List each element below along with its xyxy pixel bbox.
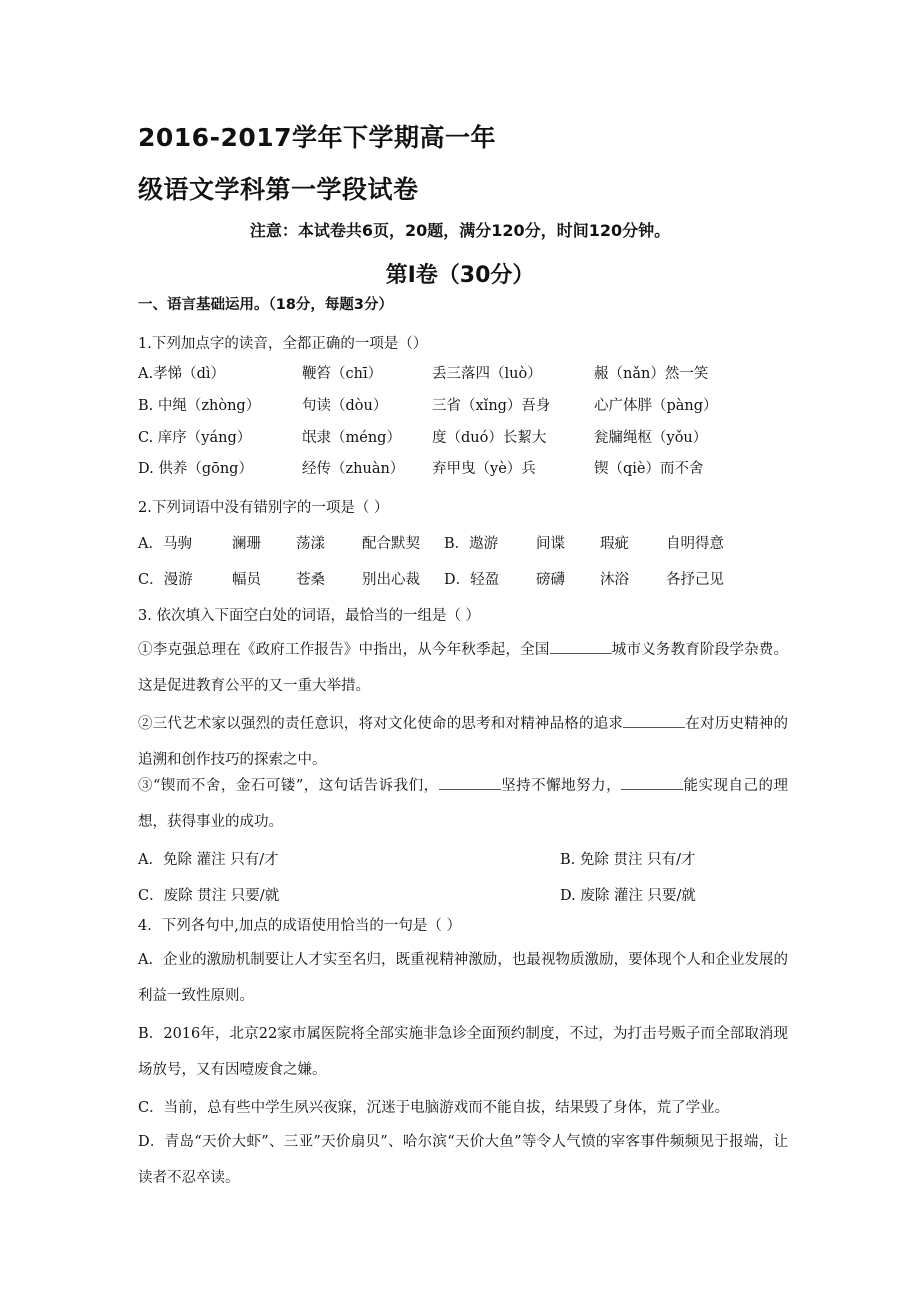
q1-choice: 氓隶（méng）: [302, 430, 401, 446]
q1-choice: 心广体胖（pàng）: [594, 398, 718, 414]
q2-word: 瑕疵: [600, 536, 629, 552]
exam-title-line1: 2016-2017学年下学期高一年: [138, 123, 497, 152]
q1-choice: A.孝悌（dì）: [138, 366, 225, 382]
q2-word: 磅礴: [536, 572, 565, 588]
q2-word: 幅员: [232, 572, 261, 588]
question-1-row: [138, 426, 788, 448]
question-2-stem: 2.下列词语中没有错别字的一项是（ ）: [138, 500, 389, 516]
q3-option: D. 废除 灌注 只要/就: [560, 888, 696, 904]
q4-option-d: D．青岛“天价大虾”、三亚”天价扇贝”、哈尔滨“天价大鱼”等令人气愤的宰客事件频频见于报端，让读者不忍卒读。: [138, 1134, 788, 1186]
question-1-row: [138, 457, 788, 479]
q1-choice: 度（duó）长絜大: [432, 430, 547, 446]
question-4-stem: 4．下列各句中,加点的成语使用恰当的一句是（ ）: [138, 918, 461, 934]
q2-word: 各抒己见: [666, 572, 724, 588]
q4-option-b: B．2016年，北京22家市属医院将全部实施非急诊全面预约制度，不过，为打击号贩子而全部取消现场放号，又有因噎废食之嫌。: [138, 1026, 788, 1078]
fill-blank: [621, 777, 683, 790]
question-1-stem: 1.下列加点字的读音，全都正确的一项是（）: [138, 336, 428, 352]
q2-word: 澜珊: [232, 536, 261, 552]
exam-notice: 注意：本试卷共6页，20题，满分120分，时间120分钟。: [249, 221, 671, 240]
q4-option-a: A．企业的激励机制要让人才实至名归，既重视精神激励，也最视物质激励，要体现个人和企业发展的利益一致性原则。: [138, 952, 788, 1004]
q1-choice: 三省（xǐng）吾身: [432, 398, 551, 414]
q2-word: B．遨游: [444, 536, 499, 552]
q3-text: ③“锲而不舍，金石可镂”，这句话告诉我们，: [138, 778, 439, 794]
exam-title-line2: 级语文学科第一学段试卷: [138, 175, 419, 204]
q1-choice: 弃甲曳（yè）兵: [432, 461, 536, 477]
q2-word: D．轻盈: [444, 572, 500, 588]
q3-option: B. 免除 贯注 只有/才: [560, 852, 696, 868]
q1-choice: 经传（zhuàn）: [302, 461, 405, 477]
q1-choice: 锲（qiè）而不舍: [594, 461, 704, 477]
q2-word: 自明得意: [666, 536, 724, 552]
question-1-row: [138, 362, 788, 384]
q1-choice: 瓮牖绳枢（yǒu）: [594, 430, 708, 446]
q3-text: ②三代艺术家以强烈的责任意识，将对文化使命的思考和对精神品格的追求: [138, 716, 624, 732]
q2-word: A．马驹: [138, 536, 192, 552]
question-3-stem: 3. 依次填入下面空白处的词语，最恰当的一组是（ ）: [138, 608, 481, 624]
q2-word: 别出心裁: [362, 572, 420, 588]
q3-text: 在对历史精神的追溯和创作技巧的探索之中。: [138, 716, 789, 768]
question-3-sentence-1: [138, 632, 788, 704]
question-2-row: [138, 532, 788, 554]
q1-choice: 鞭笞（chī）: [302, 366, 383, 382]
question-1-row: [138, 394, 788, 416]
q1-choice: 句读（dòu）: [302, 398, 388, 414]
q2-word: 间谍: [536, 536, 565, 552]
q2-word: 沐浴: [600, 572, 629, 588]
fill-blank: [439, 777, 501, 790]
question-3-sentence-3: [138, 768, 788, 840]
q1-choice: B. 中绳（zhòng）: [138, 398, 261, 414]
q1-choice: D. 供养（gōng）: [138, 461, 253, 477]
q1-choice: C. 庠序（yáng）: [138, 430, 252, 446]
question-2-row: [138, 568, 788, 590]
q3-option: A．免除 灌注 只有/才: [138, 852, 279, 868]
q2-word: 苍桑: [296, 572, 325, 588]
volume-heading: 第I卷（30分）: [385, 263, 535, 288]
q2-word: 荡漾: [296, 536, 325, 552]
q3-text: 坚持不懈地努力，: [500, 778, 622, 794]
fill-blank: [623, 715, 685, 728]
q3-text: ①李克强总理在《政府工作报告》中指出，从今年秋季起，全国: [138, 642, 550, 658]
q3-text: 能实现自己的理想，获得事业的成功。: [138, 778, 789, 830]
q4-option-c: C．当前，总有些中学生夙兴夜寐，沉迷于电脑游戏而不能自拔，结果毁了身体，荒了学业。: [138, 1100, 730, 1116]
q2-word: 配合默契: [362, 536, 420, 552]
q2-word: C．漫游: [138, 572, 193, 588]
fill-blank: [550, 641, 612, 654]
q1-choice: 丢三落四（luò）: [432, 366, 542, 382]
section-heading: 一、语言基础运用。（18分，每题3分）: [138, 297, 394, 313]
q3-option: C．废除 贯注 只要/就: [138, 888, 280, 904]
q3-text: 城市义务教育阶段学杂费。这是促进教育公平的又一重大举措。: [138, 642, 789, 694]
q1-choice: 赧（nǎn）然一笑: [594, 366, 709, 382]
